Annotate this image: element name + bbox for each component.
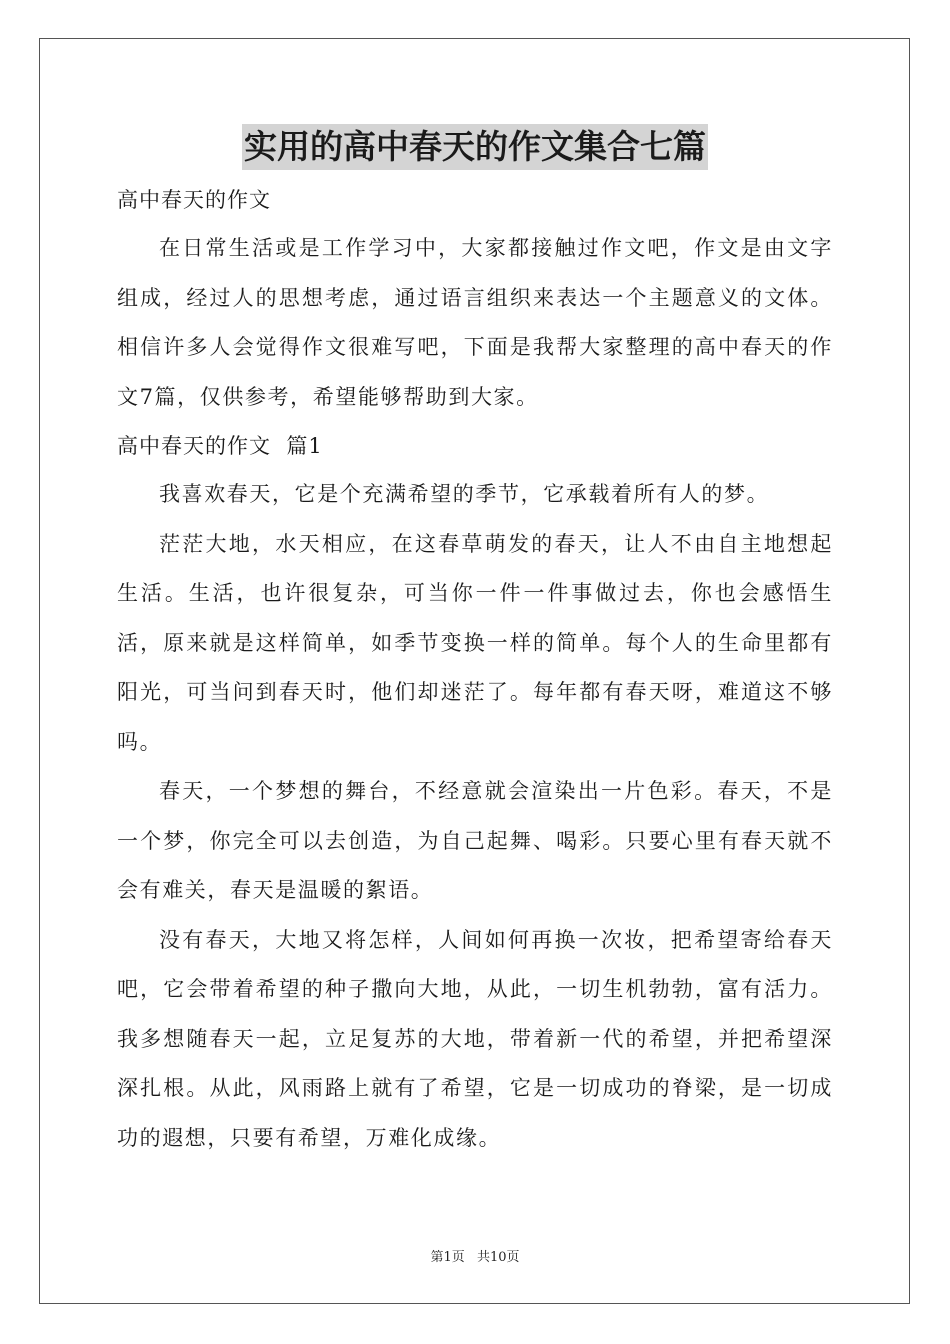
- paragraph: 没有春天，大地又将怎样，人间如何再换一次妆，把希望寄给春天吧，它会带着希望的种子撒向大地，从此，一切生机勃勃，富有活力。我多想随春天一起，立足复苏的大地，带着新一代的希望，并把希望深深扎根。从此，风雨路上就有了希望，它是一切成功的脊梁，是一切成功的遐想，只要有希望，万难化成缘。: [117, 927, 833, 1150]
- paragraph: 茫茫大地，水天相应，在这春草萌发的春天，让人不由自主地想起生活。生活，也许很复杂，可当你一件一件事做过去，你也会感悟生活，原来就是这样简单，如季节变换一样的简单。每个人的生命里都有阳光，可当问到春天时，他们却迷茫了。每年都有春天呀，难道这不够吗。: [117, 531, 833, 754]
- paragraph: 在日常生活或是工作学习中，大家都接触过作文吧，作文是由文字组成，经过人的思想考虑，通过语言组织来表达一个主题意义的文体。相信许多人会觉得作文很难写吧，下面是我帮大家整理的高中春天的作文7篇，仅供参考，希望能够帮助到大家。: [117, 236, 833, 409]
- document-body: [117, 176, 833, 1163]
- title-wrap: [0, 124, 950, 170]
- paragraph: 春天，一个梦想的舞台，不经意就会渲染出一片色彩。春天，不是一个梦，你完全可以去创造，为自己起舞、喝彩。只要心里有春天就不会有难关，春天是温暖的絮语。: [117, 779, 833, 902]
- page-footer: [0, 1246, 950, 1265]
- section-heading: 高中春天的作文 篇1: [117, 434, 323, 458]
- page-total: 共10页: [476, 1250, 520, 1265]
- document-title: 实用的高中春天的作文集合七篇: [242, 124, 708, 170]
- paragraph: 我喜欢春天，它是个充满希望的季节，它承载着所有人的梦。: [159, 482, 770, 506]
- page-number: 第1页: [430, 1250, 465, 1265]
- section-heading: 高中春天的作文: [117, 188, 271, 212]
